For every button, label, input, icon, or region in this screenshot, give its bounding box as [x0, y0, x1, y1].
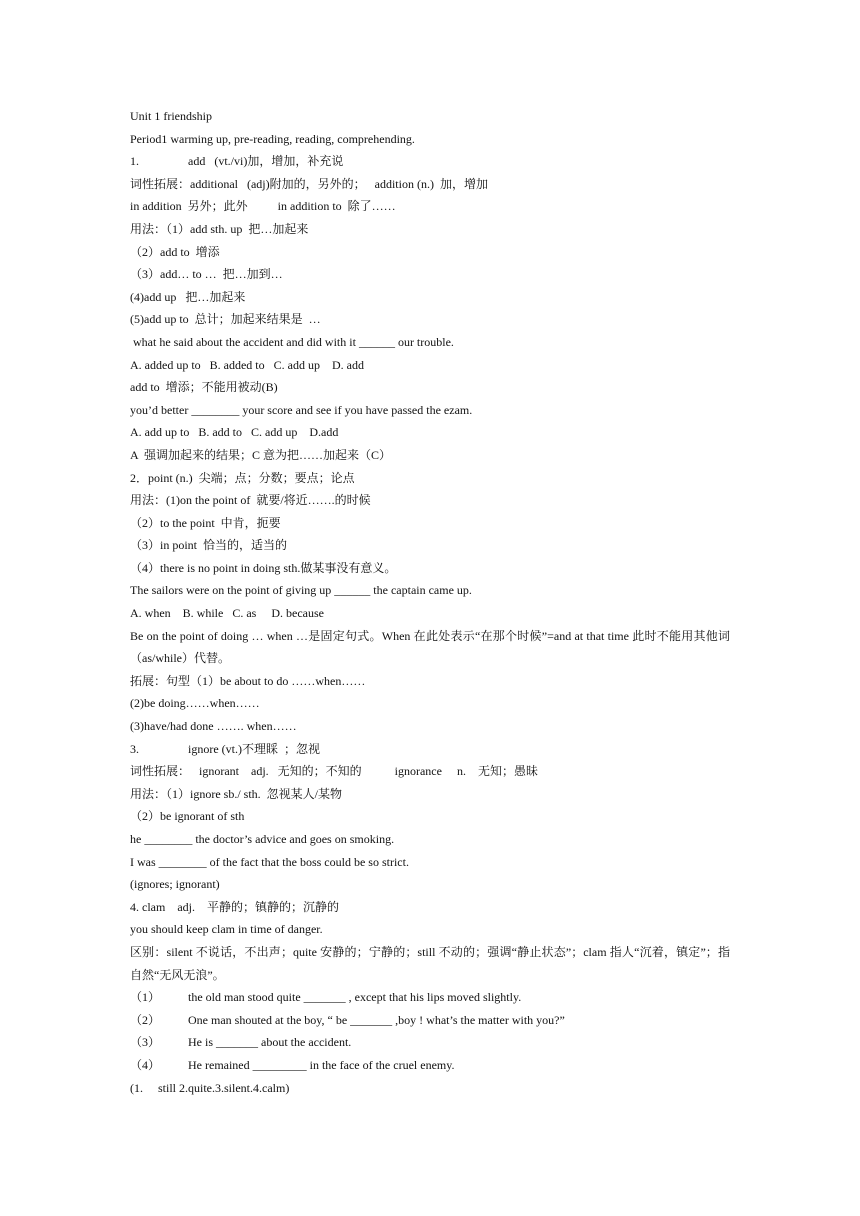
item-text: the old man stood quite _______ , except that his lips moved slightly.: [188, 990, 522, 1005]
example-sentence: you should keep clam in time of danger.: [130, 922, 323, 937]
exercise-options: A. add up to B. add to C. add up D.add: [130, 425, 339, 440]
section-title: add (vt./vi)加，增加，补充说: [188, 154, 344, 169]
exercise-answer: (1. still 2.quite.3.silent.4.calm): [130, 1080, 290, 1095]
usage-line: （4）there is no point in doing sth.做某事没有意义。: [130, 560, 397, 575]
exercise-question: you’d better ________ your score and see if you have passed the ezam.: [130, 402, 473, 417]
derivation-line: 词性拓展：additional (adj)附加的，另外的； addition (n.) 加，增加: [130, 176, 488, 191]
usage-line: （2）to the point 中肯，扼要: [130, 515, 281, 530]
section-1-heading: [130, 150, 730, 173]
section-number: 3.: [130, 741, 139, 756]
explanation-paragraph: Be on the point of doing … when …是固定句式。When 在此处表示“在那个时候”=and at that time 此时不能用其他词（as/while）代替。: [130, 628, 730, 666]
usage-line: (4)add up 把…加起来: [130, 289, 246, 304]
exercise-options: A. when B. while C. as D. because: [130, 606, 324, 621]
unit-title: Unit 1 friendship: [130, 109, 212, 123]
exercise-question: The sailors were on the point of giving up ______ the captain came up.: [130, 583, 472, 598]
usage-line: （3）in point 恰当的，适当的: [130, 538, 288, 553]
section-title: ignore (vt.)不理睬 ；忽视: [188, 741, 320, 756]
extension-line: (3)have/had done ……. when……: [130, 719, 297, 734]
period-line: Period1 warming up, pre-reading, reading, comprehending.: [130, 131, 415, 146]
exercise-answer: add to 增添；不能用被动(B): [130, 380, 278, 395]
exercise-item: [130, 986, 730, 1009]
section-3-heading: [130, 738, 730, 761]
exercise-answer: (ignores; ignorant): [130, 877, 220, 892]
exercise-options: A. added up to B. added to C. add up D. add: [130, 357, 364, 372]
usage-line: （2）add to 增添: [130, 244, 220, 259]
exercise-question: he ________ the doctor’s advice and goes on smoking.: [130, 832, 395, 846]
item-number: （2）: [130, 1012, 161, 1027]
section-number: 1.: [130, 154, 139, 169]
usage-line: (5)add up to 总计；加起来结果是 …: [130, 312, 321, 327]
item-number: （1）: [130, 990, 161, 1005]
usage-line: 用法：(1)on the point of 就要/将近…….的时候: [130, 493, 371, 508]
usage-line: 用法：（1）add sth. up 把…加起来: [130, 221, 309, 236]
document-page: [130, 105, 730, 1099]
item-text: One man shouted at the boy, “ be _______ ,boy ! what’s the matter with you?”: [188, 1012, 565, 1027]
section-4-heading: 4. clam adj. 平静的；镇静的；沉静的: [130, 899, 339, 914]
item-text: He remained _________ in the face of the cruel enemy.: [188, 1057, 455, 1072]
exercise-item: [130, 1009, 730, 1032]
exercise-question: what he said about the accident and did with it ______ our trouble.: [130, 334, 454, 349]
usage-line: （2）be ignorant of sth: [130, 809, 245, 824]
derivation-line: 词性拓展： ignorant adj. 无知的；不知的 ignorance n. 无知；愚昧: [130, 764, 538, 779]
usage-line: 用法：（1）ignore sb./ sth. 忽视某人/某物: [130, 786, 342, 801]
item-text: He is _______ about the accident.: [188, 1035, 352, 1050]
difference-paragraph: 区别：silent 不说话，不出声；quite 安静的；宁静的；still 不动的；强调“静止状态”；clam 指人“沉着，镇定”；指自然“无风无浪”。: [130, 944, 730, 982]
section-2-heading: 2．point (n.) 尖端；点；分数；要点；论点: [130, 470, 355, 485]
usage-line: （3）add… to … 把…加到…: [130, 267, 283, 282]
extension-line: (2)be doing……when……: [130, 696, 260, 711]
exercise-answer: A 强调加起来的结果；C 意为把……加起来（C）: [130, 447, 392, 462]
item-number: （4）: [130, 1057, 161, 1072]
exercise-item: [130, 1031, 730, 1054]
exercise-item: [130, 1054, 730, 1077]
extension-line: 拓展：句型（1）be about to do ……when……: [130, 673, 366, 688]
exercise-question: I was ________ of the fact that the boss could be so strict.: [130, 854, 409, 869]
item-number: （3）: [130, 1035, 161, 1050]
derivation-line: in addition 另外；此外 in addition to 除了……: [130, 199, 396, 214]
